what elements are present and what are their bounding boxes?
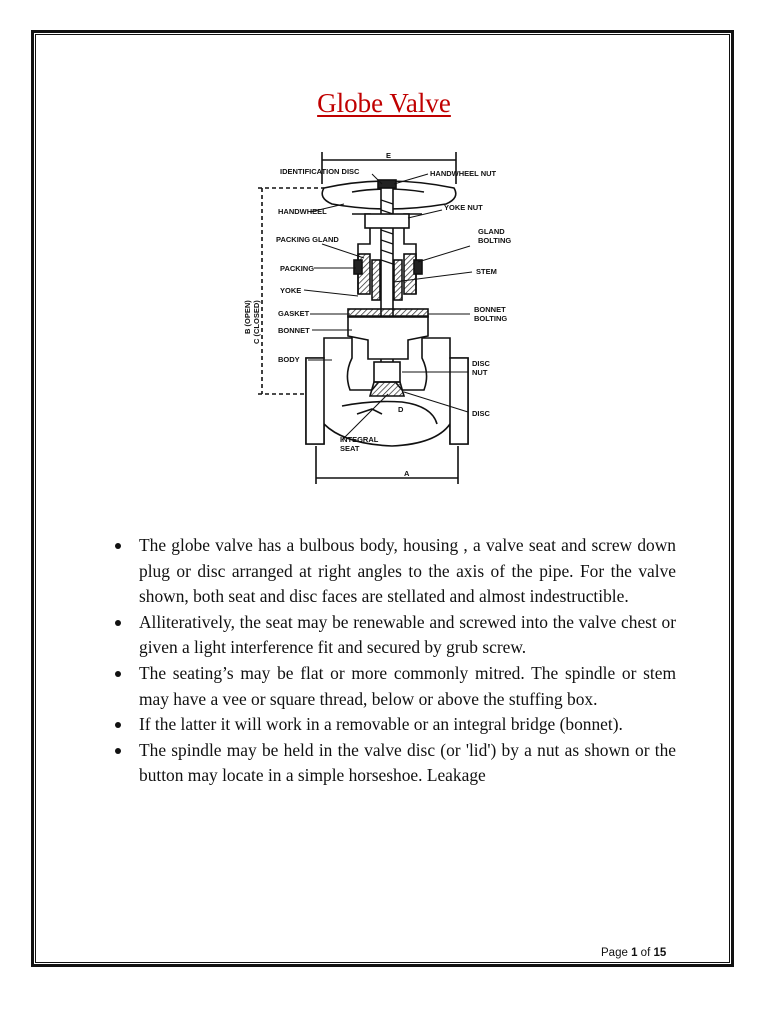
- label-c-closed: C (CLOSED): [252, 300, 261, 344]
- label-body: BODY: [278, 355, 300, 364]
- label-bonnet: BONNET: [278, 326, 310, 335]
- label-yoke: YOKE: [280, 286, 302, 295]
- bullet-icon: [115, 722, 121, 728]
- label-yoke-nut: YOKE NUT: [444, 203, 483, 212]
- list-item: The spindle may be held in the valve disc (or 'lid') by a nut as shown or the button may locate in a simple horseshoe. Leakage: [110, 738, 676, 789]
- label-packing: PACKING: [280, 264, 315, 273]
- bullet-list: [110, 533, 676, 789]
- bullet-icon: [115, 620, 121, 626]
- label-disc-nut-1: DISC: [472, 359, 490, 368]
- dim-a-label: A: [404, 469, 410, 478]
- label-handwheel-nut: HANDWHEEL NUT: [430, 169, 497, 178]
- globe-valve-diagram: [232, 144, 538, 488]
- label-bonnet-bolting-1: BONNET: [474, 305, 506, 314]
- list-item: The seating’s may be flat or more commonly mitred. The spindle or stem may have a vee or square thread, below or above the stuffing box.: [110, 661, 676, 712]
- page-number: Page 1 of 15: [601, 947, 667, 959]
- bullet-icon: [115, 671, 121, 677]
- label-handwheel: HANDWHEEL: [278, 207, 327, 216]
- dim-e-label: E: [386, 151, 392, 160]
- dim-d-label: D: [398, 405, 404, 414]
- label-identification-disc: IDENTIFICATION DISC: [280, 167, 360, 176]
- label-bonnet-bolting-2: BOLTING: [474, 314, 508, 323]
- label-stem: STEM: [476, 267, 497, 276]
- label-gasket: GASKET: [278, 309, 310, 318]
- label-integral-seat-1: INTEGRAL: [340, 435, 379, 444]
- bullet-icon: [115, 748, 121, 754]
- bullet-icon: [115, 543, 121, 549]
- label-gland-bolting-1: GLAND: [478, 227, 505, 236]
- label-disc: DISC: [472, 409, 490, 418]
- page-title: Globe Valve: [317, 88, 451, 118]
- label-packing-gland: PACKING GLAND: [276, 235, 339, 244]
- label-disc-nut-2: NUT: [472, 368, 488, 377]
- list-item: The globe valve has a bulbous body, housing , a valve seat and screw down plug or disc arranged at right angles to the axis of the pipe. For the valve shown, both seat and disc faces are stellated and almost indestructible.: [110, 533, 676, 610]
- label-b-open: B (OPEN): [243, 300, 252, 334]
- list-item: If the latter it will work in a removable or an integral bridge (bonnet).: [110, 712, 676, 738]
- list-item: Alliteratively, the seat may be renewable and screwed into the valve chest or given a light interference fit and secured by grub screw.: [110, 610, 676, 661]
- label-gland-bolting-2: BOLTING: [478, 236, 512, 245]
- label-integral-seat-2: SEAT: [340, 444, 360, 453]
